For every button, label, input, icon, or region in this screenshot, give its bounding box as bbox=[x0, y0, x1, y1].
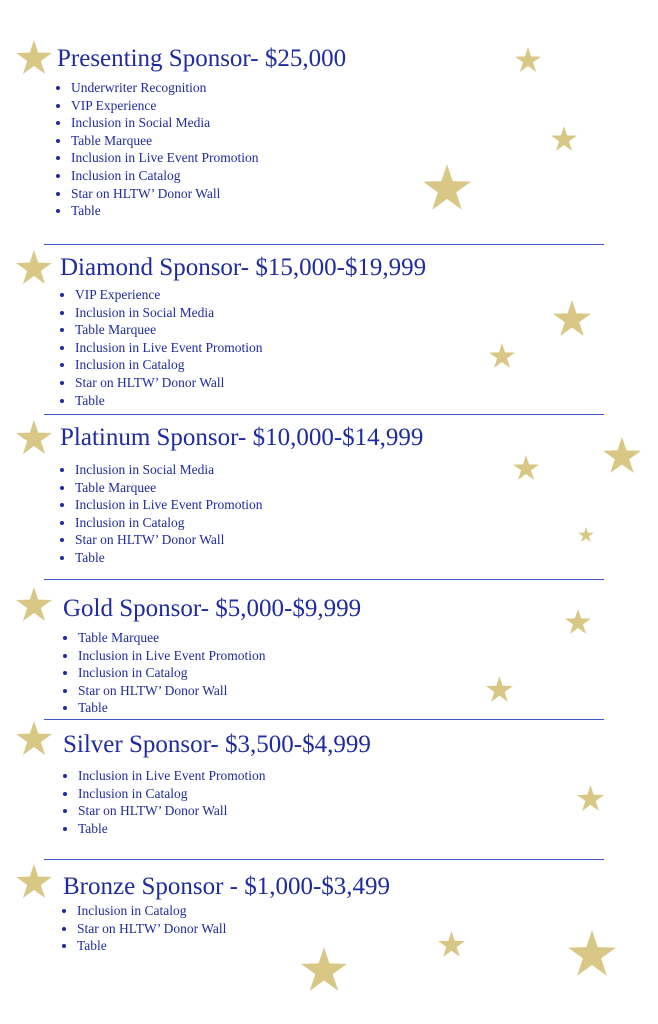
list-item: • Inclusion in Live Event Promotion bbox=[78, 647, 265, 665]
list-item: • Inclusion in Live Event Promotion bbox=[78, 767, 265, 785]
benefit-list-silver bbox=[62, 767, 265, 837]
list-item: • Inclusion in Catalog bbox=[75, 514, 262, 532]
benefit-list-presenting bbox=[55, 79, 258, 220]
list-item: • Inclusion in Catalog bbox=[78, 664, 265, 682]
section-divider bbox=[44, 414, 604, 415]
tier-title-silver: Silver Sponsor- $3,500-$4,999 bbox=[63, 731, 371, 758]
star-icon bbox=[568, 930, 616, 976]
benefit-list-gold bbox=[62, 629, 265, 717]
list-item: • Star on HLTW’ Donor Wall bbox=[77, 920, 226, 938]
list-item: • Underwriter Recognition bbox=[71, 79, 258, 97]
tier-title-bronze: Bronze Sponsor - $1,000-$3,499 bbox=[63, 873, 391, 900]
star-icon bbox=[603, 437, 641, 473]
list-item: • Inclusion in Social Media bbox=[75, 304, 262, 322]
section-divider bbox=[44, 719, 604, 720]
star-icon bbox=[16, 864, 52, 898]
list-item: • Star on HLTW’ Donor Wall bbox=[75, 531, 262, 549]
list-item: • Table bbox=[78, 699, 265, 717]
benefit-list-platinum bbox=[59, 461, 262, 567]
list-item: • Table Marquee bbox=[78, 629, 265, 647]
list-item: • Table bbox=[71, 202, 258, 220]
star-icon bbox=[16, 250, 52, 284]
list-item: • Star on HLTW’ Donor Wall bbox=[71, 185, 258, 203]
star-icon bbox=[438, 931, 465, 957]
star-icon bbox=[423, 164, 471, 210]
star-icon bbox=[486, 676, 513, 702]
list-item: • VIP Experience bbox=[71, 97, 258, 115]
list-item: • Inclusion in Social Media bbox=[75, 461, 262, 479]
star-icon bbox=[578, 527, 594, 542]
star-icon bbox=[16, 40, 52, 74]
star-icon bbox=[513, 455, 539, 480]
benefit-list-bronze bbox=[61, 902, 226, 955]
list-item: • Inclusion in Catalog bbox=[78, 785, 265, 803]
list-item: • Inclusion in Live Event Promotion bbox=[71, 149, 258, 167]
star-icon bbox=[553, 300, 591, 336]
section-divider bbox=[44, 244, 604, 245]
list-item: • Inclusion in Catalog bbox=[75, 356, 262, 374]
star-icon bbox=[489, 343, 515, 368]
list-item: • Table bbox=[75, 549, 262, 567]
star-icon bbox=[565, 609, 591, 634]
tier-title-diamond: Diamond Sponsor- $15,000-$19,999 bbox=[60, 254, 427, 281]
star-icon bbox=[16, 587, 52, 621]
list-item: • Star on HLTW’ Donor Wall bbox=[75, 374, 262, 392]
list-item: • Inclusion in Catalog bbox=[77, 902, 226, 920]
section-divider bbox=[44, 579, 604, 580]
list-item: • Table bbox=[77, 937, 226, 955]
star-icon bbox=[16, 721, 52, 755]
list-item: • VIP Experience bbox=[75, 286, 262, 304]
tier-title-presenting: Presenting Sponsor- $25,000 bbox=[57, 45, 347, 72]
list-item: • Inclusion in Live Event Promotion bbox=[75, 339, 262, 357]
list-item: • Table Marquee bbox=[71, 132, 258, 150]
list-item: • Table Marquee bbox=[75, 479, 262, 497]
list-item: • Star on HLTW’ Donor Wall bbox=[78, 682, 265, 700]
list-item: • Inclusion in Catalog bbox=[71, 167, 258, 185]
star-icon bbox=[577, 785, 604, 811]
section-divider bbox=[44, 859, 604, 860]
tier-title-gold: Gold Sponsor- $5,000-$9,999 bbox=[63, 595, 362, 622]
star-icon bbox=[515, 47, 541, 72]
list-item: • Table bbox=[75, 392, 262, 410]
list-item: • Inclusion in Social Media bbox=[71, 114, 258, 132]
list-item: • Inclusion in Live Event Promotion bbox=[75, 496, 262, 514]
list-item: • Table Marquee bbox=[75, 321, 262, 339]
star-icon bbox=[16, 420, 52, 454]
star-icon bbox=[551, 126, 577, 151]
list-item: • Star on HLTW’ Donor Wall bbox=[78, 802, 265, 820]
benefit-list-diamond bbox=[59, 286, 262, 409]
star-icon bbox=[301, 947, 347, 991]
list-item: • Table bbox=[78, 820, 265, 838]
tier-title-platinum: Platinum Sponsor- $10,000-$14,999 bbox=[60, 424, 424, 451]
